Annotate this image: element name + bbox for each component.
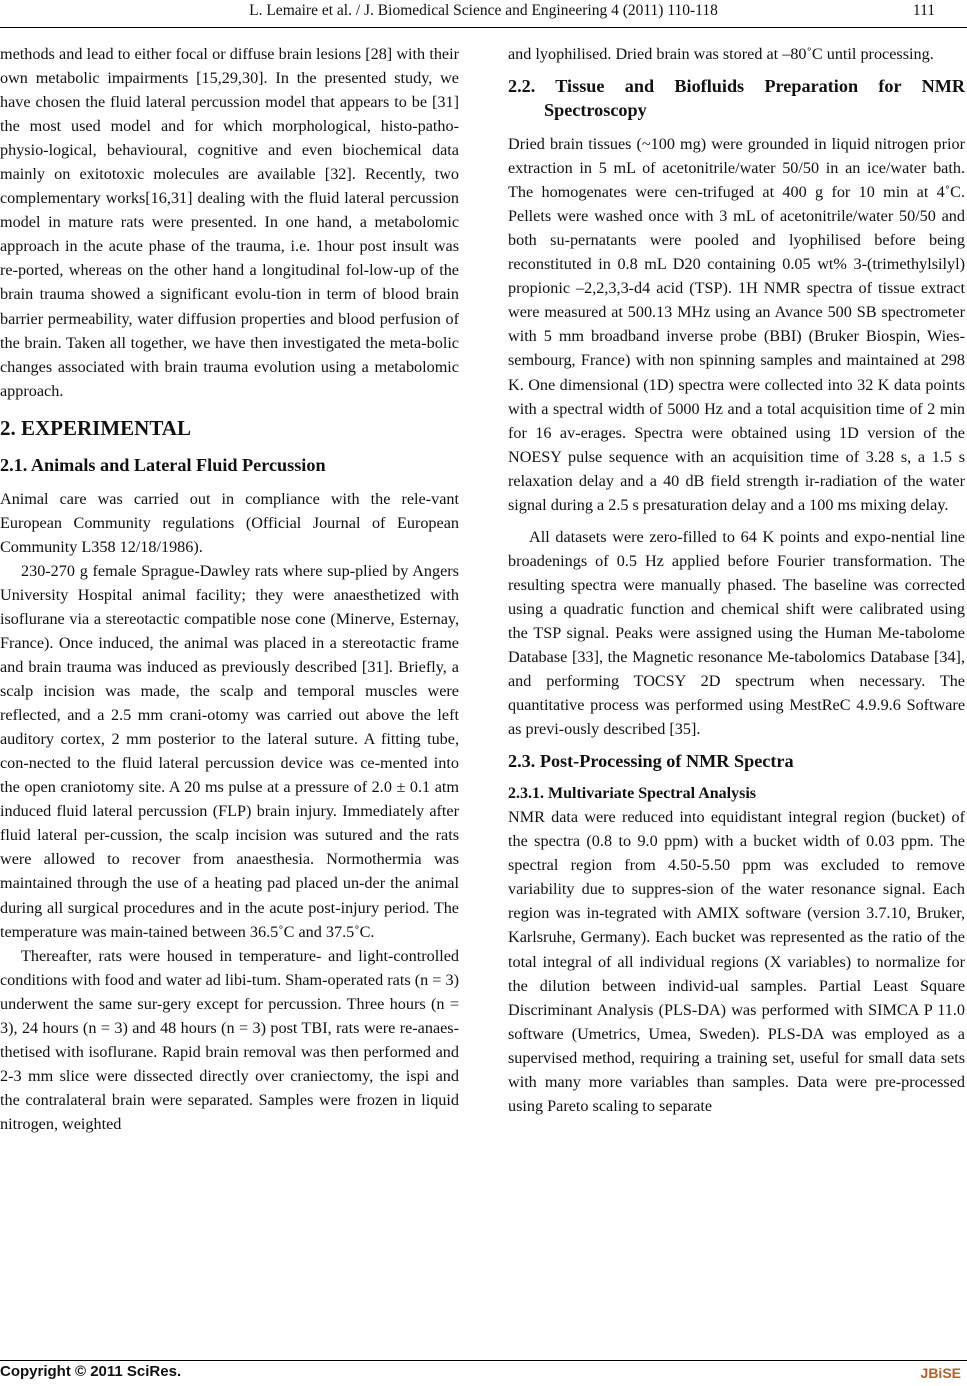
subsubsection-heading-multivariate: 2.3.1. Multivariate Spectral Analysis <box>508 785 756 803</box>
paragraph-lyophilised: and lyophilised. Dried brain was stored at –80˚C until processing. <box>508 45 934 63</box>
intro-paragraph: methods and lead to either focal or diffuse brain lesions [28] with their own metabolic impairments [15,29,30]. In the presented study, we have chosen the fluid lateral percussion model that appears to be [31] the most used model and for which morphological, histo-patho-physio-logical, behavioural, cognitive and even biochemical data mainly on exitotoxic molecules are available [32]. Recently, two complementary works[16,31] dealing with the fluid lateral percussion model in mature rats were presented. In one hand, a metabolomic approach in the acute phase of the trauma, i.e. 1hour post insult was re-ported, whereas on the other hand a longitudinal fol-low-up of the brain trauma showed a significant evolu-tion in term of blood brain barrier permeability, water diffusion properties and blood perfusion of the brain. Taken all together, we have then investigated the meta-bolic changes associated with brain trauma evolution using a metabolomic approach. <box>0 45 459 400</box>
subsection-heading-tissue-prep: 2.2. Tissue and Biofluids Preparation for NMR Spectroscopy <box>508 76 965 121</box>
section-heading-experimental: 2. EXPERIMENTAL <box>0 415 191 440</box>
right-column <box>508 42 965 1118</box>
paragraph-procedure: 230-270 g female Sprague-Dawley rats where sup-plied by Angers University Hospital animal facility; they were anaesthetized with isoflurane via a stereotactic compatible nose cone (Minerve, Esternay, France). Once induced, the animal was placed in a stereotactic frame and brain trauma was induced as previously described [31]. Briefly, a scalp incision was made, the scalp and temporal muscles were reflected, and a 2.5 mm crani-otomy was carried out above the left auditory cortex, 2 mm posterior to the lateral suture. A fitting tube, con-nected to the fluid lateral percussion device was ce-mented into the open craniotomy site. A 20 ms pulse at a pressure of 2.0 ± 0.1 atm induced fluid lateral percussion (FLP) brain injury. Immediately after fluid lateral per-cussion, the scalp incision was sutured and the rats were allowed to recover from anaesthesia. Normothermia was maintained through the use of a heating pad placed un-der the animal during all surgical procedures and in the acute post-injury period. The temperature was main-tained between 36.5˚C and 37.5˚C. <box>0 561 459 941</box>
subsection-heading-animals: 2.1. Animals and Lateral Fluid Percussion <box>0 454 326 475</box>
paragraph-multivariate: NMR data were reduced into equidistant integral region (bucket) of the spectra (0.8 to 9.0 ppm) with a bucket width of 0.03 ppm. The spectral region from 4.50-5.50 ppm was excluded to remove variability due to suppres-sion of the water resonance signal. Each region was in-tegrated with AMIX software (version 3.7.10, Bruker, Karlsruhe, Germany). Each bucket was represented as the ratio of the total integral of all individual regions (X variables) to normalize for the dilution between individ-ual samples. Partial Least Square Discriminant Analysis (PLS-DA) was performed with SIMCA P 11.0 software (Umetrics, Umea, Sweden). PLS-DA was employed as a supervised method, requiring a training set, useful for small data sets with many more variables than samples. Data were pre-processed using Pareto scaling to separate <box>508 808 965 1115</box>
running-title: L. Lemaire et al. / J. Biomedical Science and Engineering 4 (2011) 110-118 <box>249 2 718 19</box>
paragraph-datasets: All datasets were zero-filled to 64 K points and expo-nential line broadenings of 0.5 Hz applied before Fourier transformation. The resulting spectra were manually phased. The baseline was corrected using a quadratic function and chemical shift were calibrated using the TSP signal. Peaks were assigned using the Human Me-tabolome Database [33], the Magnetic resonance Me-tabolomics Database [34], and performing TOCSY 2D spectrum when necessary. The quantitative process was performed using MestReC 4.9.9.6 Software as previ-ously described [35]. <box>508 527 965 739</box>
paragraph-animal-care: Animal care was carried out in compliance with the rele-vant European Community regulations (Official Journal of European Community L358 12/18/1986). <box>0 489 459 556</box>
header-rule <box>0 27 967 28</box>
footer-rule <box>0 1360 967 1361</box>
paragraph-tissue-prep: Dried brain tissues (~100 mg) were grounded in liquid nitrogen prior extraction in 5 mL of acetonitrile/water 50/50 in an ice/water bath. The homogenates were cen-trifuged at 400 g for 10 min at 4˚C. Pellets were washed once with 3 mL of acetonitrile/water 50/50 and both su-pernatants were pooled and lyophilised before being reconstituted in 0.8 mL D20 containing 0.05 wt% 3-(trimethylsilyl) propionic –2,2,3,3-d4 acid (TSP). 1H NMR spectra of tissue extract were measured at 500.13 MHz using an Avance 500 SB spectrometer with 5 mm broadband inverse probe (BBI) (Bruker Biospin, Wies-sembourg, France) with non spinning samples and maintained at 298 K. One dimensional (1D) spectra were collected into 32 K data points with a spectral width of 5000 Hz and a total acquisition time of 2 min for 16 av-erages. Spectra were obtained using 1D version of the NOESY pulse sequence with an acquisition time of 3.28 s, a 1.5 s relaxation delay and a 40 dB field strength ir-radiation of the water signal during a 2.5 s presaturation delay and a 100 ms mixing delay. <box>508 135 965 514</box>
left-column <box>0 42 459 1136</box>
journal-abbreviation: JBiSE <box>920 1365 961 1381</box>
page-number: 111 <box>912 2 935 19</box>
copyright-notice: Copyright © 2011 SciRes. <box>0 1363 182 1380</box>
subsection-heading-post-processing: 2.3. Post-Processing of NMR Spectra <box>508 751 794 772</box>
paragraph-housing: Thereafter, rats were housed in temperature- and light-controlled conditions with food and water ad libi-tum. Sham-operated rats (n = 3) underwent the same sur-gery except for percussion. Three hours (n = 3), 24 hours (n = 3) and 48 hours (n = 3) post TBI, rats were re-anaes-thetised with isoflurane. Rapid brain removal was then performed and 2-3 mm slice were dissected directly over craniectomy, the ispi and the contralateral brain were separated. Samples were frozen in liquid nitrogen, weighted <box>0 946 459 1133</box>
